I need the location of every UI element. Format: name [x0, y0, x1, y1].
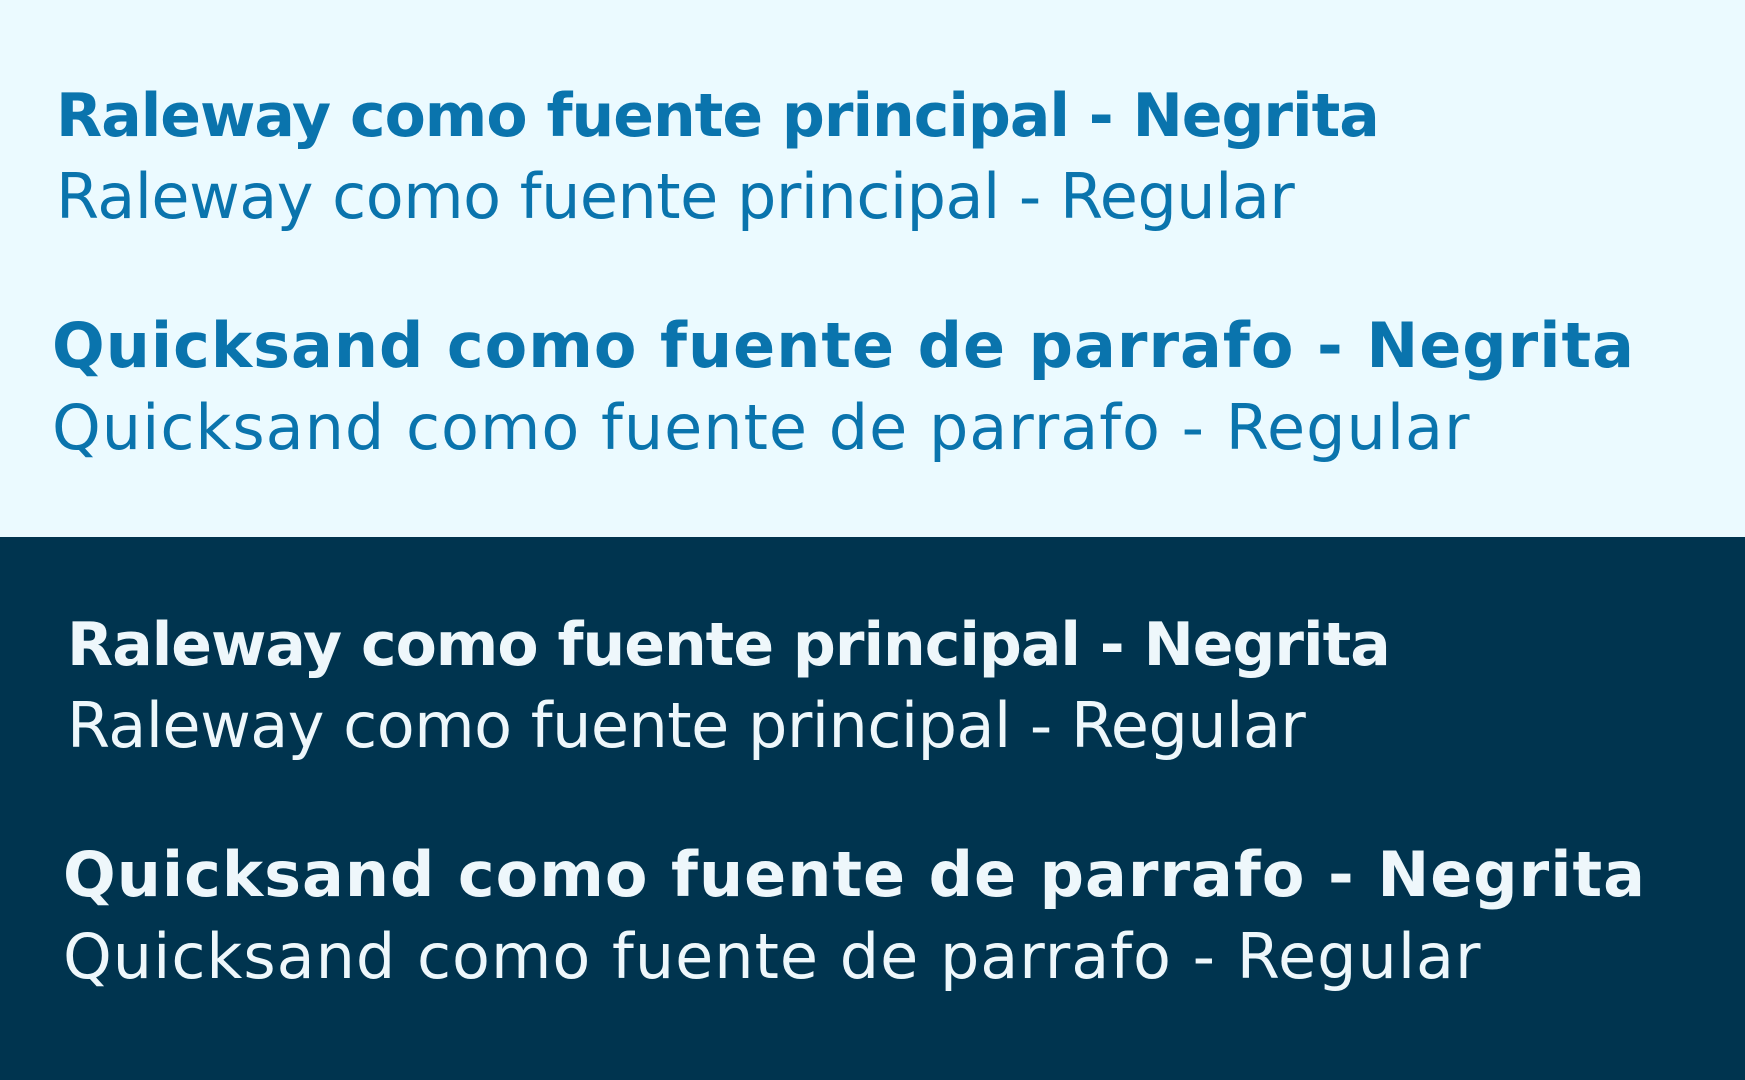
dark-quicksand-bold-sample: Quicksand como fuente de parrafo - Negrita [63, 838, 1646, 911]
light-panel [0, 0, 1745, 537]
dark-raleway-bold-sample: Raleway como fuente principal - Negrita [67, 610, 1390, 680]
light-raleway-bold-sample: Raleway como fuente principal - Negrita [56, 81, 1379, 151]
dark-raleway-regular-sample: Raleway como fuente principal - Regular [67, 689, 1306, 762]
light-raleway-regular-sample: Raleway como fuente principal - Regular [56, 160, 1295, 233]
light-quicksand-regular-sample: Quicksand como fuente de parrafo - Regular [52, 391, 1471, 464]
light-quicksand-bold-sample: Quicksand como fuente de parrafo - Negrita [52, 309, 1635, 382]
dark-panel [0, 537, 1745, 1080]
dark-quicksand-regular-sample: Quicksand como fuente de parrafo - Regular [63, 920, 1482, 993]
